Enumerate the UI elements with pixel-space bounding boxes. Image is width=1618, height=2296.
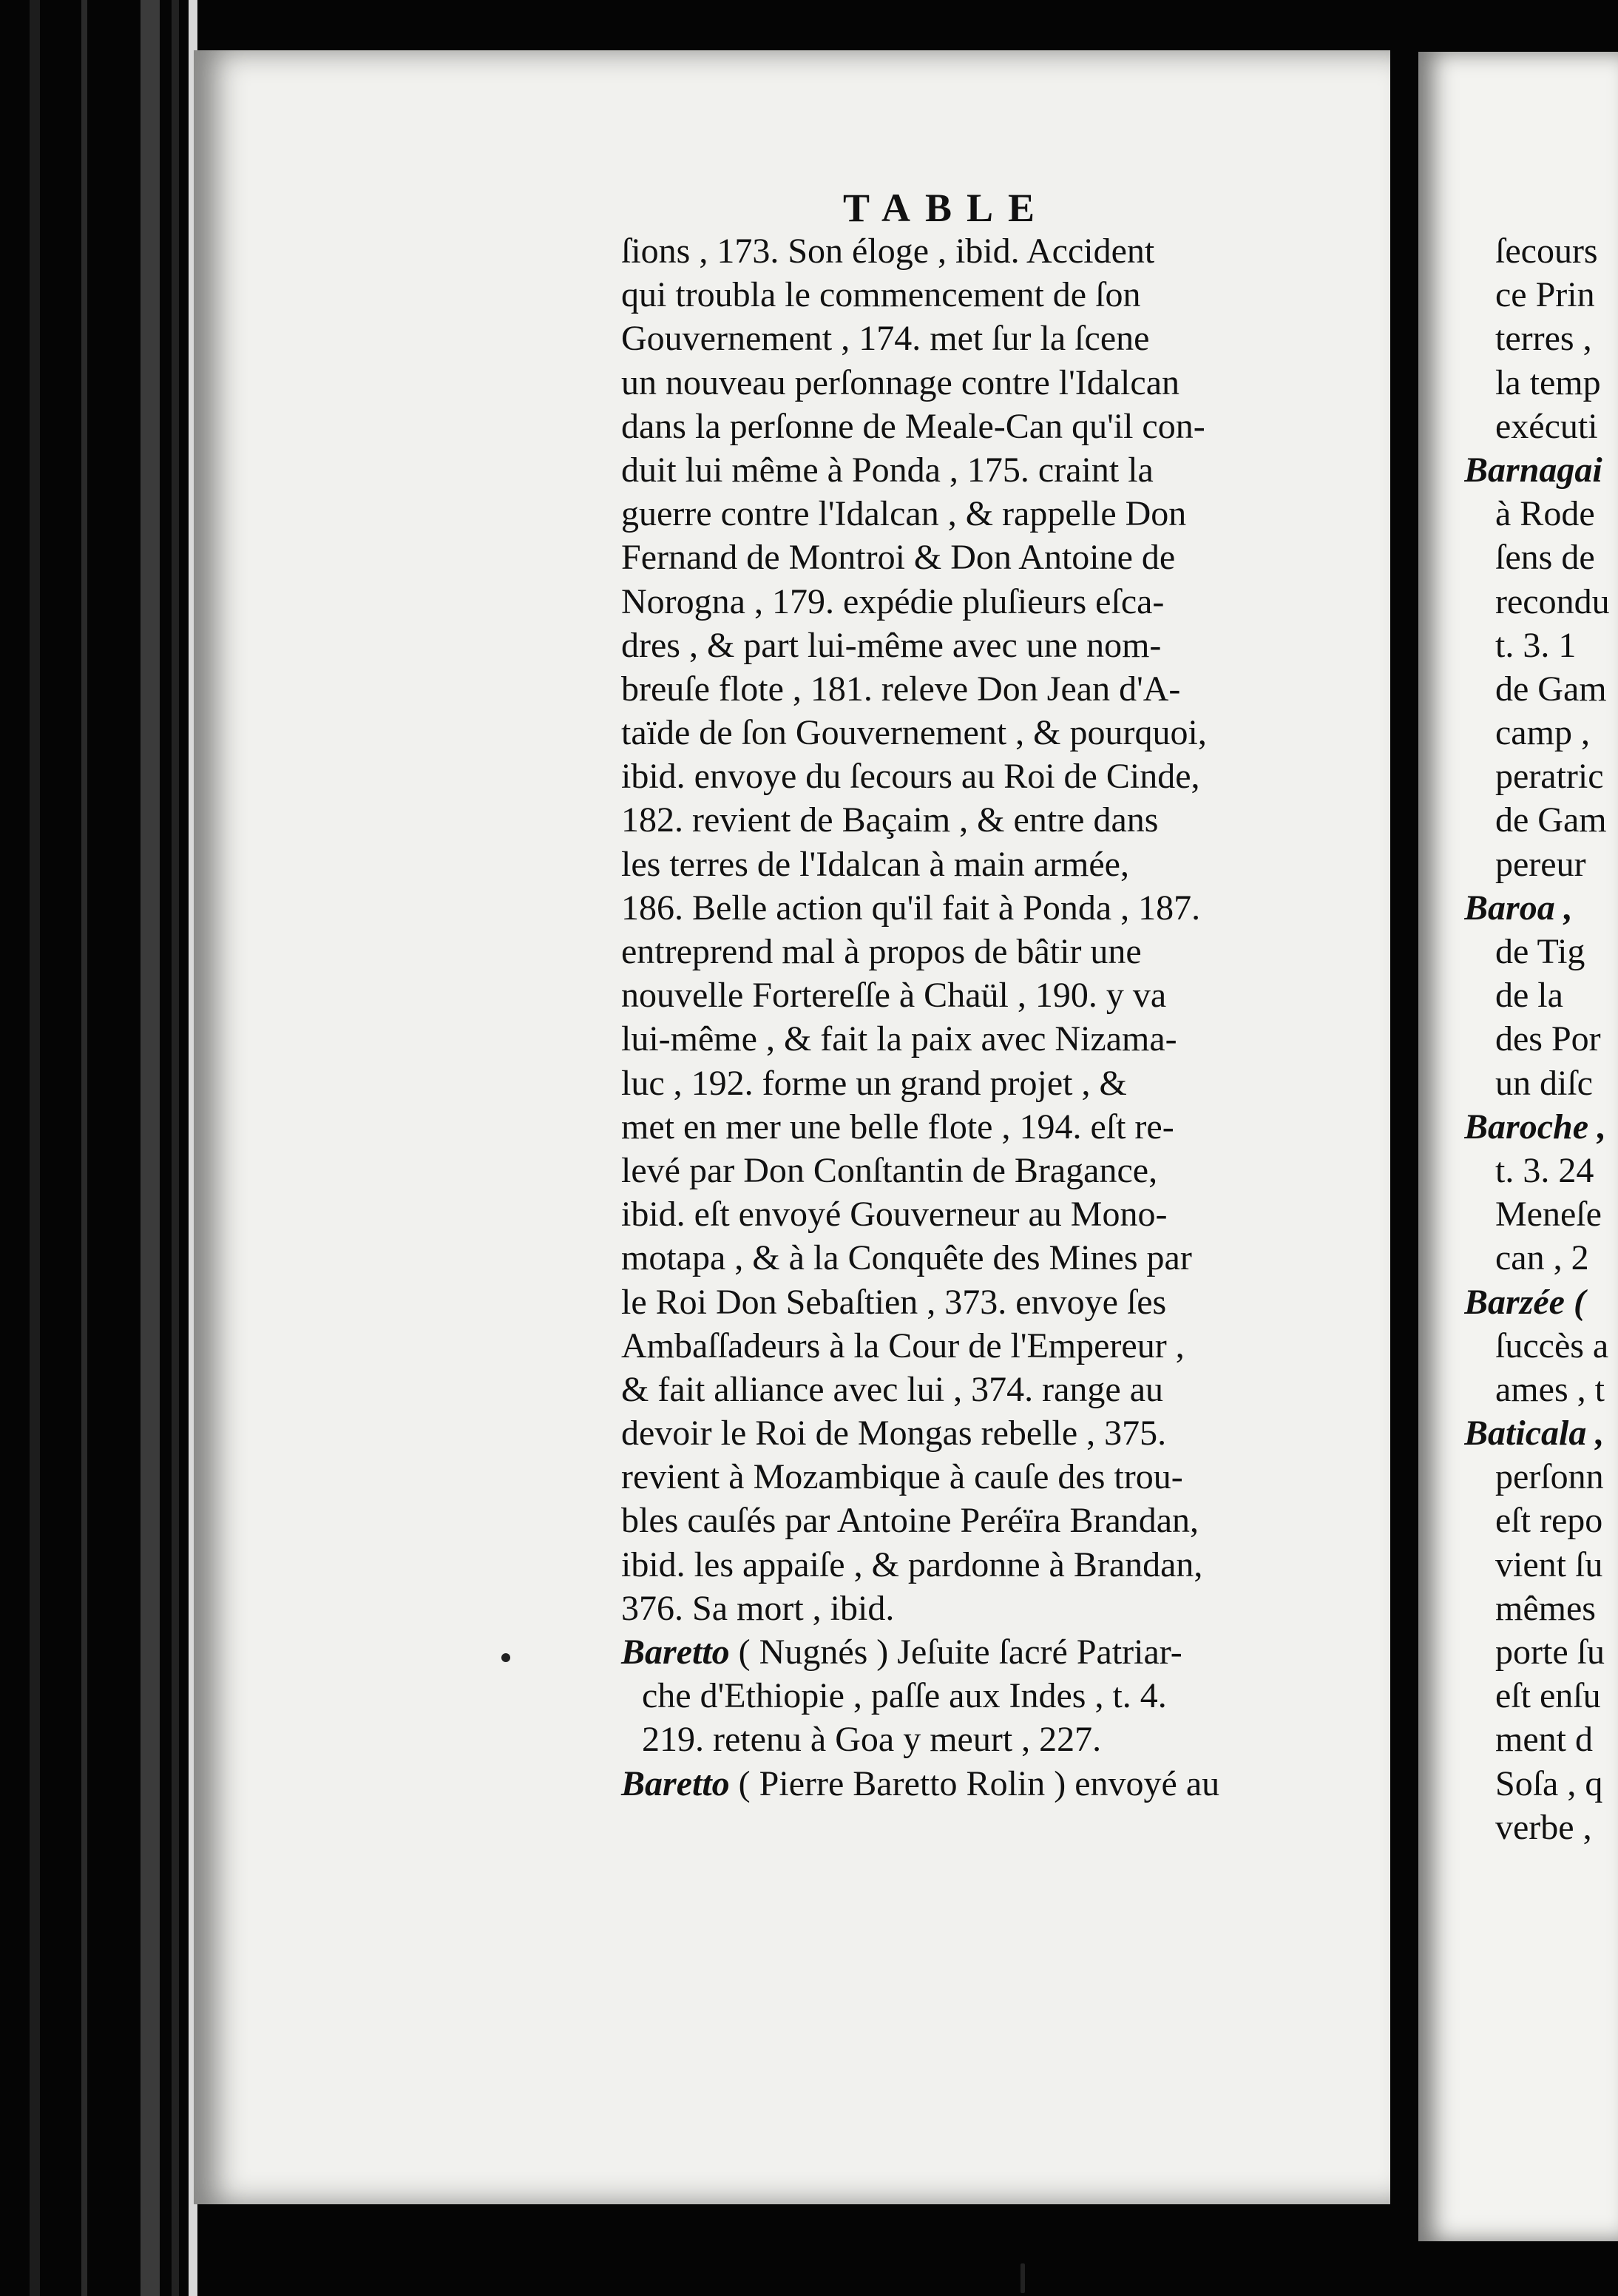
text-line: de Gam bbox=[1495, 669, 1607, 709]
text-line: ſions , 173. Son éloge , ibid. Accident bbox=[621, 232, 1155, 271]
page-fold-mark bbox=[1020, 2263, 1025, 2293]
index-entry-line bbox=[621, 1762, 1368, 1806]
entry-heading: Baretto bbox=[621, 1632, 730, 1672]
right-page-text-block bbox=[1464, 229, 1618, 1849]
binding-strip bbox=[81, 0, 87, 2296]
entry-heading: Baroche , bbox=[1464, 1107, 1606, 1147]
text-line bbox=[621, 1674, 1368, 1718]
text-line: t. 3. 24 bbox=[1495, 1150, 1594, 1190]
text-line: verbe , bbox=[1495, 1807, 1592, 1847]
entry-heading: Barnagai bbox=[1464, 450, 1602, 490]
text-line: la temp bbox=[1495, 362, 1601, 402]
text-line: de la bbox=[1495, 976, 1563, 1016]
text-line: motapa , & à la Conquête des Mines par bbox=[621, 1238, 1192, 1278]
text-line: exécuti bbox=[1495, 406, 1598, 446]
text-line: camp , bbox=[1495, 713, 1590, 753]
entry-text: 219. retenu à Goa y meurt , 227. bbox=[642, 1720, 1102, 1760]
text-line: pereur bbox=[1495, 844, 1586, 884]
text-line: dres , & part lui-même avec une nom- bbox=[621, 625, 1162, 665]
text-line: t. 3. 1 bbox=[1495, 625, 1577, 665]
entry-text: ( Nugnés ) Jeſuite ſacré Patriar- bbox=[729, 1632, 1182, 1672]
text-line: Gouvernement , 174. met ſur la ſcene bbox=[621, 319, 1150, 359]
index-text-block bbox=[621, 229, 1368, 1806]
text-line: 376. Sa mort , ibid. bbox=[621, 1588, 895, 1628]
text-line: Norogna , 179. expédie pluſieurs eſca- bbox=[621, 581, 1165, 621]
entry-heading: Baroa , bbox=[1464, 888, 1573, 928]
text-line: perſonn bbox=[1495, 1457, 1604, 1497]
text-line: entreprend mal à propos de bâtir une bbox=[621, 932, 1142, 971]
entry-heading: Baticala , bbox=[1464, 1414, 1605, 1453]
text-line: duit lui même à Ponda , 175. craint la bbox=[621, 450, 1154, 490]
text-line: ibid. les appaiſe , & pardonne à Brandan, bbox=[621, 1544, 1203, 1584]
text-line: recondu bbox=[1495, 581, 1610, 621]
entry-text: ( Pierre Baretto Rolin ) envoyé au bbox=[729, 1763, 1220, 1803]
text-line: les terres de l'Idalcan à main armée, bbox=[621, 844, 1129, 884]
text-line: ſens de bbox=[1495, 538, 1595, 578]
text-line: eſt enſu bbox=[1495, 1676, 1601, 1716]
text-line bbox=[621, 1718, 1368, 1761]
text-line: lui-même , & fait la paix avec Nizama- bbox=[621, 1019, 1177, 1059]
text-line: revient à Mozambique à cauſe des trou- bbox=[621, 1457, 1183, 1497]
text-line: de Gam bbox=[1495, 800, 1607, 840]
text-line: à Rode bbox=[1495, 494, 1595, 534]
binding-strip bbox=[141, 0, 160, 2296]
text-line: porte ſu bbox=[1495, 1632, 1605, 1672]
text-line: guerre contre l'Idalcan , & rappelle Don bbox=[621, 494, 1187, 534]
text-line: 182. revient de Baçaim , & entre dans bbox=[621, 800, 1159, 840]
text-line: taïde de ſon Gouvernement , & pourquoi, bbox=[621, 713, 1207, 753]
text-line: dans la perſonne de Meale-Can qu'il con- bbox=[621, 406, 1205, 446]
text-line: met en mer une belle flote , 194. eſt re- bbox=[621, 1107, 1174, 1147]
text-line: luc , 192. forme un grand projet , & bbox=[621, 1063, 1127, 1103]
text-line: Fernand de Montroi & Don Antoine de bbox=[621, 538, 1176, 578]
text-line: vient ſu bbox=[1495, 1544, 1603, 1584]
text-line: le Roi Don Sebaſtien , 373. envoye ſes bbox=[621, 1282, 1167, 1322]
entry-heading: Baretto bbox=[621, 1763, 730, 1803]
ink-speck bbox=[501, 1653, 510, 1662]
entry-heading: Barzée ( bbox=[1464, 1282, 1585, 1322]
text-line: devoir le Roi de Mongas rebelle , 375. bbox=[621, 1414, 1167, 1453]
text-line: ment d bbox=[1495, 1720, 1593, 1760]
text-line: ſuccès a bbox=[1495, 1326, 1609, 1365]
text-line: ibid. eſt envoyé Gouverneur au Mono- bbox=[621, 1195, 1168, 1235]
text-line: nouvelle Fortereſſe à Chaül , 190. y va bbox=[621, 976, 1167, 1016]
entry-text: che d'Ethiopie , paſſe aux Indes , t. 4. bbox=[642, 1676, 1167, 1716]
binding-strip bbox=[172, 0, 179, 2296]
index-entry-line bbox=[621, 1630, 1368, 1674]
text-line: breuſe flote , 181. releve Don Jean d'A- bbox=[621, 669, 1181, 709]
text-line: un diſc bbox=[1495, 1063, 1593, 1103]
running-head: TABLE bbox=[843, 186, 1050, 230]
text-line: Meneſe bbox=[1495, 1195, 1602, 1235]
text-line: can , 2 bbox=[1495, 1238, 1589, 1278]
text-line: un nouveau perſonnage contre l'Idalcan bbox=[621, 362, 1179, 402]
text-line: ce Prin bbox=[1495, 275, 1595, 315]
text-line: des Por bbox=[1495, 1019, 1601, 1059]
text-line: de Tig bbox=[1495, 932, 1585, 971]
text-line: & fait alliance avec lui , 374. range au bbox=[621, 1369, 1164, 1409]
binding-strip bbox=[30, 0, 40, 2296]
text-line: ſecours bbox=[1495, 232, 1598, 271]
text-line: ames , t bbox=[1495, 1369, 1605, 1409]
text-line: mêmes bbox=[1495, 1588, 1596, 1628]
text-line: eſt repo bbox=[1495, 1501, 1603, 1541]
text-line: qui troubla le commencement de ſon bbox=[621, 275, 1141, 315]
text-line: Ambaſſadeurs à la Cour de l'Empereur , bbox=[621, 1326, 1185, 1365]
text-line: bles cauſés par Antoine Peréïra Brandan, bbox=[621, 1501, 1199, 1541]
text-line: peratric bbox=[1495, 757, 1604, 797]
text-line: 186. Belle action qu'il fait à Ponda , 187. bbox=[621, 888, 1201, 928]
text-line: terres , bbox=[1495, 319, 1592, 359]
text-line: ibid. envoye du ſecours au Roi de Cinde, bbox=[621, 757, 1200, 797]
text-line: Soſa , q bbox=[1495, 1763, 1603, 1803]
text-line: levé par Don Conſtantin de Bragance, bbox=[621, 1150, 1158, 1190]
